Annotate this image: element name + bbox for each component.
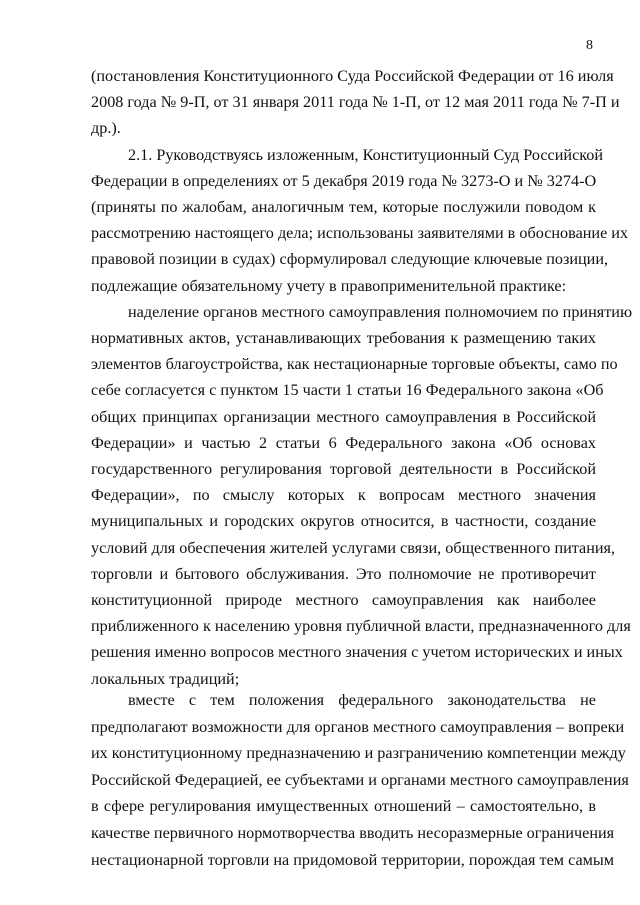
- page-number: 8: [586, 38, 593, 53]
- text-line: подлежащие обязательному учету в правоприменительной практике:: [91, 276, 567, 295]
- text-line: элементов благоустройства, как нестационарные торговые объекты, само по: [91, 355, 618, 374]
- text-line: (постановления Конституционного Суда Российской Федерации от 16 июля: [91, 67, 614, 85]
- text-line: (приняты по жалобам, аналогичным тем, которые послужили поводом к: [91, 198, 596, 216]
- text-line: 2.1. Руководствуясь изложенным, Конституционный Суд Российской: [128, 145, 604, 164]
- text-line: вместе с тем положения федерального законодательства не: [128, 691, 596, 709]
- text-line: муниципальных и городских округов относится, в частности, создание: [91, 512, 596, 531]
- text-line: наделение органов местного самоуправления полномочием по принятию: [128, 302, 633, 321]
- text-line: др.).: [91, 119, 121, 138]
- text-line: правовой позиции в судах) сформулировал следующие ключевые позиции,: [91, 250, 609, 269]
- text-line: нестационарной торговли на придомовой территории, порождая тем самым: [91, 850, 615, 869]
- text-line: 2008 года № 9-П, от 31 января 2011 года № 1-П, от 12 мая 2011 года № 7-П и: [91, 93, 620, 112]
- text-line: качестве первичного нормотворчества вводить несоразмерные ограничения: [91, 824, 615, 842]
- text-line: предполагают возможности для органов местного самоуправления – вопреки: [91, 717, 625, 736]
- text-line: их конституционному предназначению и разграничению компетенции между: [91, 744, 626, 763]
- text-line: условий для обеспечения жителей услугами связи, общественного питания,: [91, 538, 616, 557]
- text-line: локальных традиций;: [91, 669, 240, 688]
- text-line: Федерации в определениях от 5 декабря 2019 года № 3273-О и № 3274-О: [91, 171, 597, 190]
- text-line: себе согласуется с пунктом 15 части 1 статьи 16 Федерального закона «Об: [91, 381, 604, 400]
- text-line: общих принципах организации местного самоуправления в Российской: [91, 407, 596, 426]
- text-line: торговли и бытового обслуживания. Это полномочие не противоречит: [91, 564, 596, 583]
- text-line: Федерации», по смыслу которых к вопросам местного значения: [91, 486, 596, 505]
- text-line: рассмотрению настоящего дела; использованы заявителями в обоснование их: [91, 224, 629, 243]
- text-line: конституционной природе местного самоуправления как наиболее: [91, 591, 596, 609]
- text-line: государственного регулирования торговой деятельности в Российской: [91, 460, 596, 478]
- text-line: нормативных актов, устанавливающих требования к размещению таких: [91, 329, 596, 347]
- text-line: Российской Федерацией, ее субъектами и органами местного самоуправления: [91, 770, 629, 789]
- text-line: решения именно вопросов местного значения с учетом исторических и иных: [91, 643, 623, 662]
- text-line: Федерации» и частью 2 статьи 6 Федерального закона «Об основах: [91, 433, 596, 452]
- text-line: приближенного к населению уровня публичной власти, предназначенного для: [91, 617, 631, 636]
- text-line: в сфере регулирования имущественных отношений – самостоятельно, в: [91, 797, 596, 816]
